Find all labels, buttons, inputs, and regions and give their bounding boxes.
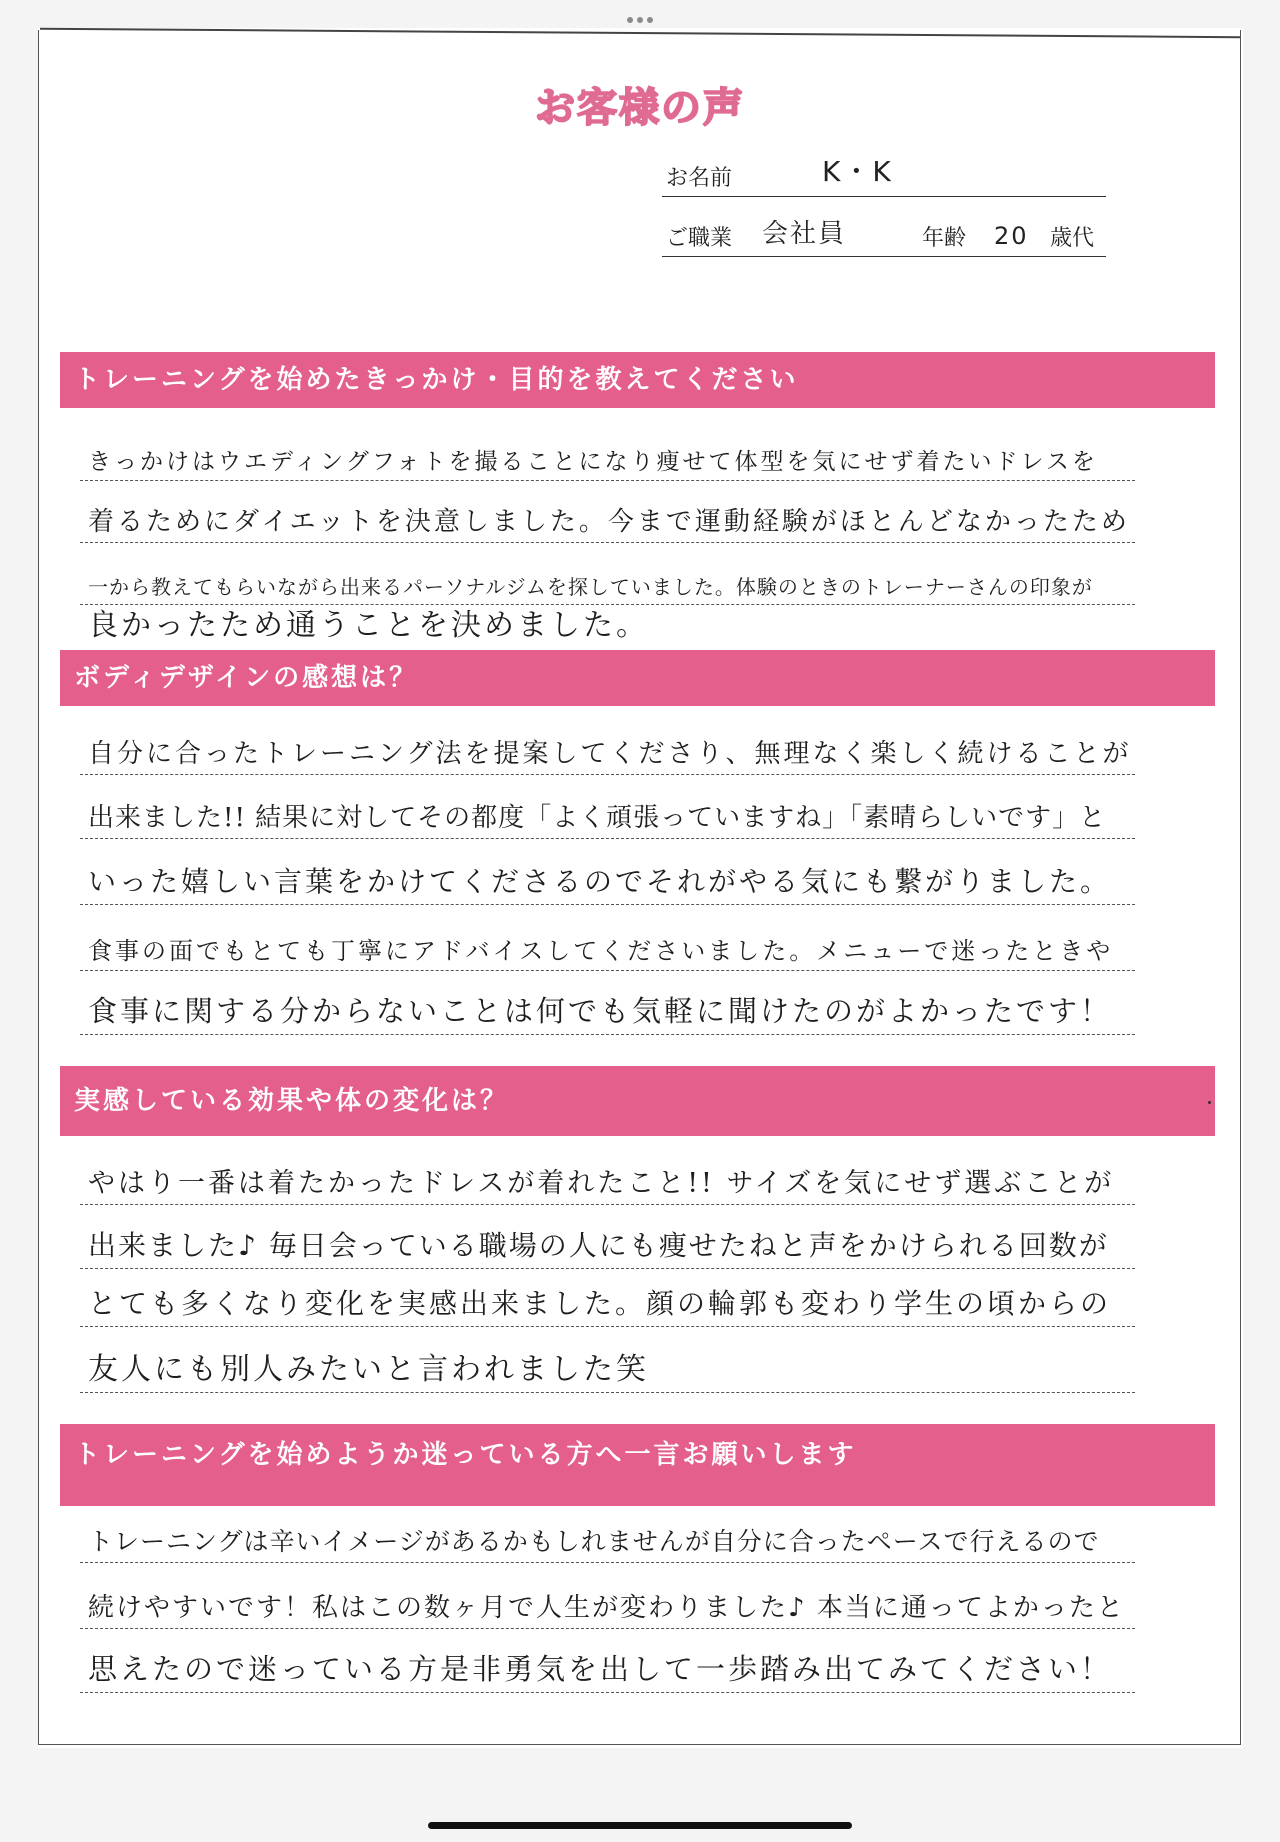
answer-text: 出来ました!! 結果に対してその都度「よく頑張っていますね」「素晴らしいです」と (88, 803, 1107, 833)
answer-line (80, 418, 1135, 481)
answer-text: トレーニングは辛いイメージがあるかもしれませんが自分に合ったペースで行えるので (88, 1527, 1100, 1556)
answer-text: 食事に関する分からないことは何でも気軽に聞けたのがよかったです！ (88, 994, 1113, 1028)
answer-text: とても多くなり変化を実感出来ました。顔の輪郭も変わり学生の頃からの (88, 1287, 1112, 1320)
job-label: ご職業 (666, 226, 733, 251)
answer-line (80, 776, 1135, 839)
age-value: 20 (994, 222, 1029, 250)
section-heading-message: トレーニングを始めようか迷っている方へ一言お願いします (60, 1424, 1215, 1506)
answer-line (80, 1264, 1135, 1327)
job-age-row (662, 212, 1106, 257)
section-heading-changes: 実感している効果や体の変化は？ (60, 1066, 1215, 1136)
answer-text: 出来ました♪ 毎日会っている職場の人にも痩せたねと声をかけられる回数が (88, 1229, 1109, 1262)
answer-line (80, 972, 1135, 1035)
section-heading-impressions: ボディデザインの感想は？ (60, 650, 1215, 706)
answer-text: 着るためにダイエットを決意しました。今まで運動経験がほとんどなかったため (88, 507, 1130, 537)
answer-text: やはり一番は着たかったドレスが着れたこと!! サイズを気にせず選ぶことが (88, 1168, 1115, 1199)
name-row (662, 152, 1106, 197)
answer-text: 食事の面でもとても丁寧にアドバイスしてくださいました。メニューで迷ったときや (88, 937, 1114, 965)
margin-dot (1208, 1101, 1211, 1104)
job-value: 会社員 (762, 219, 847, 249)
answer-line (80, 480, 1135, 543)
name-value: K・K (822, 155, 893, 188)
form-title: お客様の声 (535, 85, 745, 131)
answer-text: 自分に合ったトレーニング法を提案してくださり、無理なく楽しく続けることが (88, 739, 1132, 769)
answer-text: きっかけはウエディングフォトを撮ることになり痩せて体型を気にせず着たいドレスを (88, 449, 1098, 475)
answer-line (80, 1566, 1135, 1629)
age-suffix: 歳代 (1050, 226, 1095, 251)
name-label: お名前 (666, 166, 733, 191)
answer-text: 良かったため通うことを決めました。 (88, 608, 649, 643)
answer-line (80, 908, 1135, 971)
answer-text: 思えたので迷っている方是非勇気を出して一歩踏み出てみてください！ (88, 1652, 1113, 1686)
section-heading-motivation: トレーニングを始めたきっかけ・目的を教えてください (60, 352, 1215, 408)
window-handle-dots[interactable] (0, 8, 1280, 27)
age-label: 年齢 (922, 226, 967, 251)
answer-text: 一から教えてもらいながら出来るパーソナルジムを探していました。体験のときのトレーナーさんの印象が (88, 575, 1093, 599)
answer-line (80, 712, 1135, 775)
answer-text: 友人にも別人みたいと言われました笑 (88, 1352, 649, 1387)
answer-text: 続けやすいです！私はこの数ヶ月で人生が変わりました♪ 本当に通ってよかったと (88, 1593, 1125, 1623)
answer-line (80, 1330, 1135, 1393)
answer-line (80, 1630, 1135, 1693)
answer-line (80, 542, 1135, 605)
answer-line (80, 1500, 1135, 1563)
answer-line (80, 842, 1135, 905)
answer-text: いった嬉しい言葉をかけてくださるのでそれがやる気にも繋がりました。 (88, 865, 1112, 898)
answer-line (80, 1142, 1135, 1205)
answer-line (80, 598, 1135, 648)
home-indicator-bar[interactable] (428, 1822, 852, 1829)
answer-line (80, 1206, 1135, 1269)
